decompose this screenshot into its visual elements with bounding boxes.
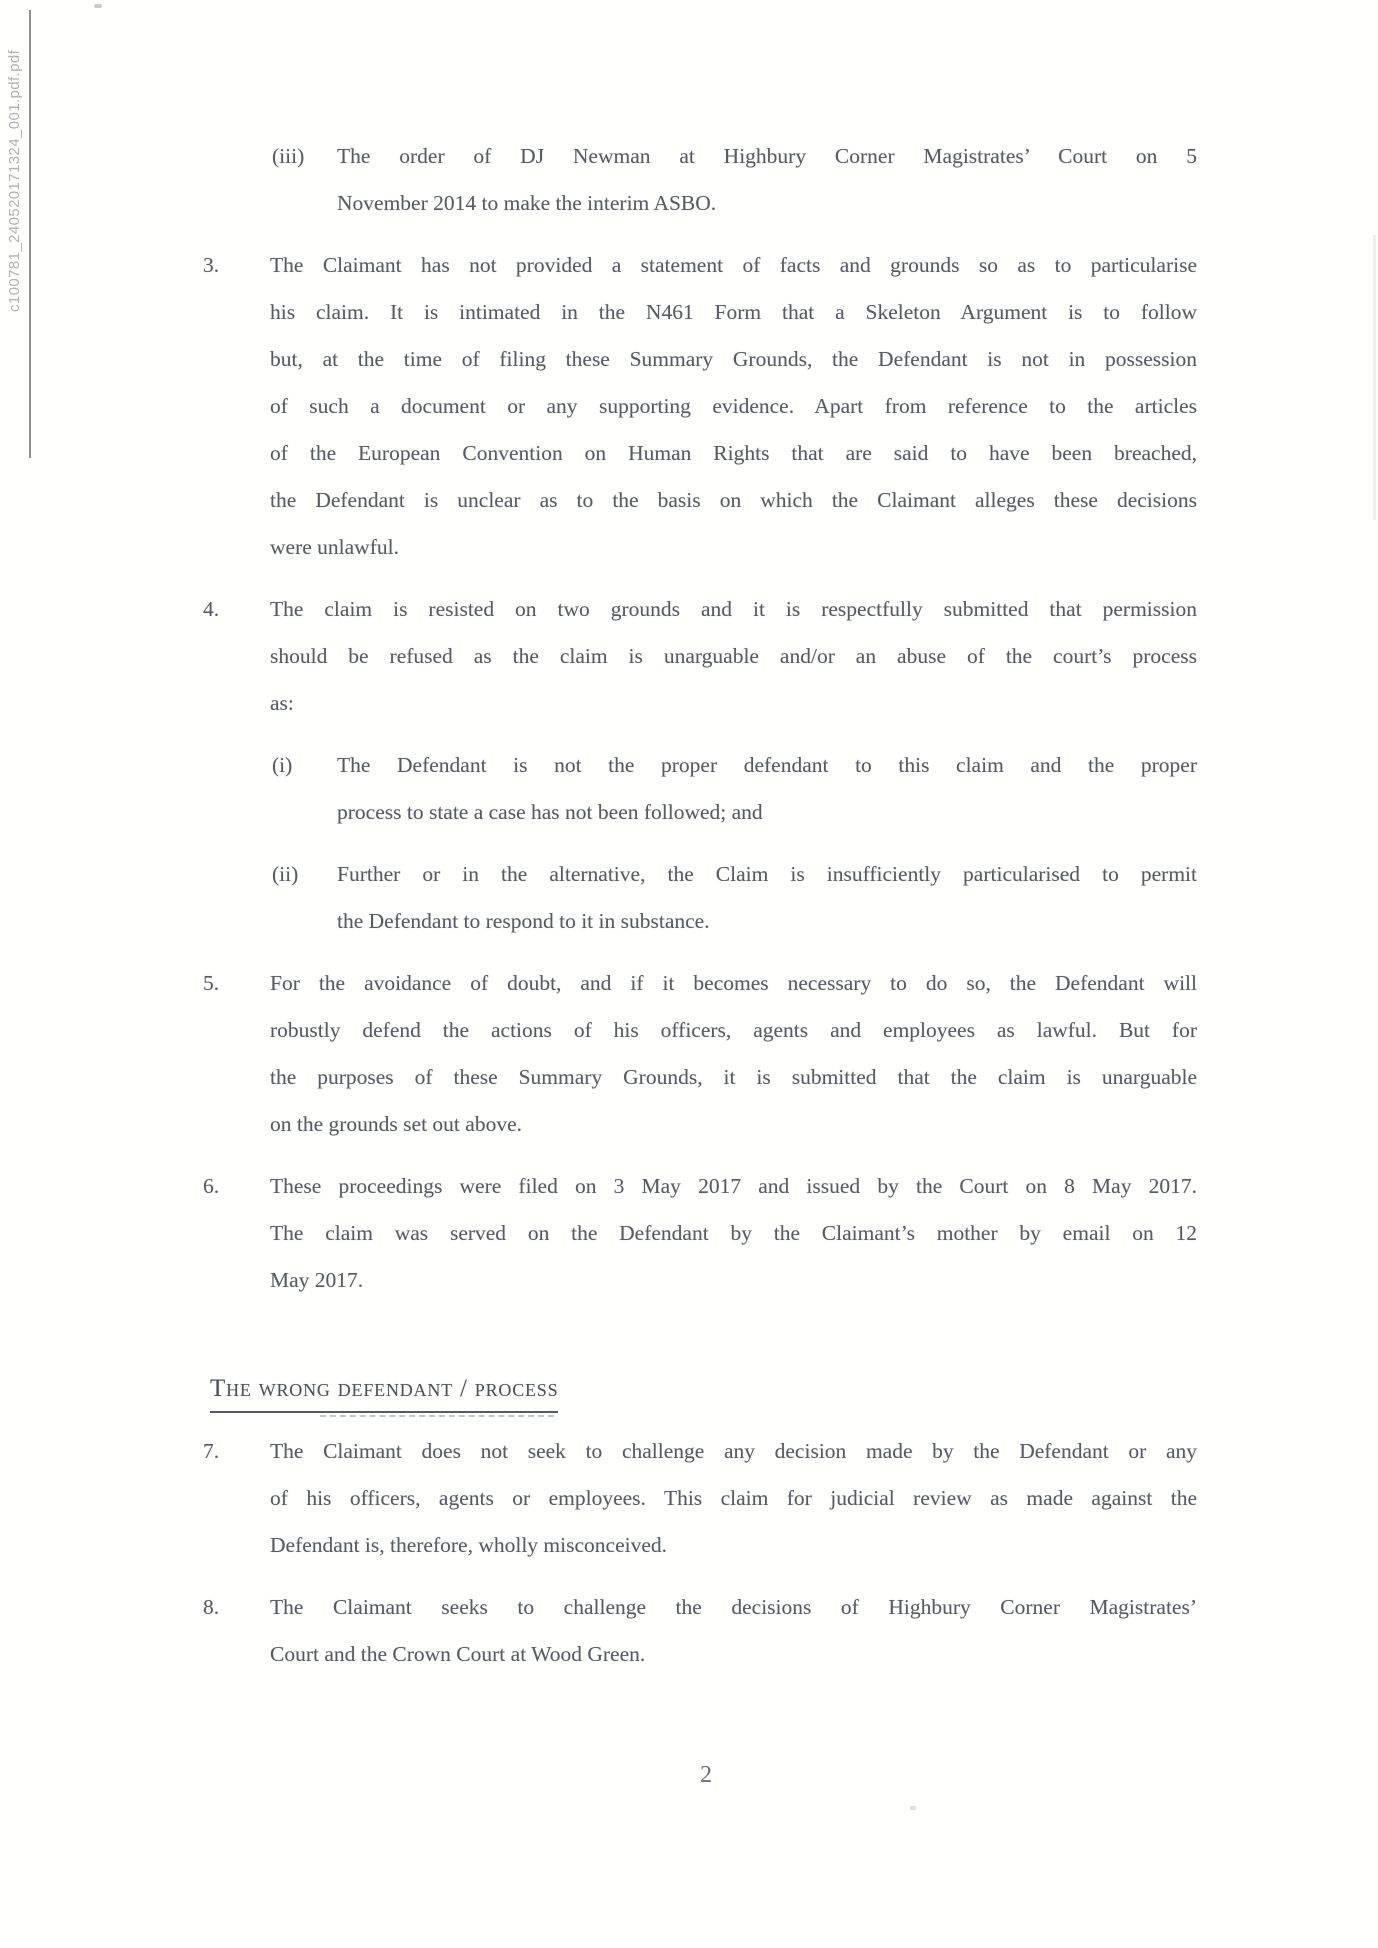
text-line: The claim was served on the Defendant by the Claimant’s mother by email on 12 — [270, 1221, 1197, 1245]
text-line: Further or in the alternative, the Claim is insufficiently particularised to permit — [337, 862, 1197, 886]
text-line: Defendant is, therefore, wholly misconceived. — [270, 1533, 668, 1557]
item-marker: 5. — [203, 971, 220, 995]
page-number: 2 — [700, 1762, 712, 1788]
item-marker: 3. — [203, 253, 220, 277]
text-line: robustly defend the actions of his officers, agents and employees as lawful. But for — [270, 1018, 1197, 1042]
item-lines — [337, 133, 1197, 227]
sub-item — [203, 133, 1197, 227]
sub-item — [203, 851, 1197, 945]
text-line: as: — [270, 691, 294, 715]
item-marker: (iii) — [272, 144, 305, 168]
scan-artifact-bottom — [910, 1806, 916, 1810]
text-line: process to state a case has not been followed; and — [337, 800, 763, 824]
item-lines — [270, 1584, 1197, 1678]
paragraph-item — [203, 960, 1197, 1148]
sub-item — [203, 742, 1197, 836]
text-line: his claim. It is intimated in the N461 Form that a Skeleton Argument is to follow — [270, 300, 1197, 324]
item-lines — [270, 242, 1197, 571]
text-line: should be refused as the claim is unarguable and/or an abuse of the court’s process — [270, 644, 1197, 668]
section-heading-row — [210, 1366, 1197, 1413]
text-line: the purposes of these Summary Grounds, it is submitted that the claim is unarguable — [270, 1065, 1197, 1089]
item-marker: 4. — [203, 597, 220, 621]
item-marker: 6. — [203, 1174, 220, 1198]
paragraph-item — [203, 1163, 1197, 1304]
text-line: These proceedings were filed on 3 May 2017 and issued by the Court on 8 May 2017. — [270, 1174, 1197, 1198]
item-lines — [270, 960, 1197, 1148]
text-line: The Claimant seeks to challenge the decisions of Highbury Corner Magistrates’ — [270, 1595, 1197, 1619]
text-line: of his officers, agents or employees. This claim for judicial review as made against the — [270, 1486, 1197, 1510]
text-line: Court and the Crown Court at Wood Green. — [270, 1642, 646, 1666]
item-lines — [337, 851, 1197, 945]
text-line: the Defendant to respond to it in substance. — [337, 909, 710, 933]
item-lines — [270, 586, 1197, 727]
section-heading: The wrong defendant / process — [210, 1366, 558, 1413]
text-line: The Claimant does not seek to challenge any decision made by the Defendant or any — [270, 1439, 1197, 1463]
item-lines — [270, 1428, 1197, 1569]
text-line: were unlawful. — [270, 535, 399, 559]
text-line: For the avoidance of doubt, and if it becomes necessary to do so, the Defendant will — [270, 971, 1197, 995]
item-marker: (ii) — [272, 862, 299, 886]
item-lines — [337, 742, 1197, 836]
item-marker: 7. — [203, 1439, 220, 1463]
text-line: The Defendant is not the proper defendant to this claim and the proper — [337, 753, 1197, 777]
text-line: but, at the time of filing these Summary Grounds, the Defendant is not in possession — [270, 347, 1197, 371]
item-lines — [270, 1163, 1197, 1304]
paragraph-item — [203, 242, 1197, 571]
document-body — [203, 0, 1197, 1693]
text-line: May 2017. — [270, 1268, 364, 1292]
text-line: the Defendant is unclear as to the basis on which the Claimant alleges these decisions — [270, 488, 1197, 512]
item-marker: (i) — [272, 753, 293, 777]
scan-artifact-right-edge — [1373, 235, 1376, 520]
text-line: The order of DJ Newman at Highbury Corner Magistrates’ Court on 5 — [337, 144, 1197, 168]
scan-artifact-top — [94, 4, 102, 8]
paragraph-item — [203, 1428, 1197, 1569]
paragraph-item — [203, 586, 1197, 727]
item-marker: 8. — [203, 1595, 220, 1619]
text-line: The claim is resisted on two grounds and it is respectfully submitted that permission — [270, 597, 1197, 621]
text-line: November 2014 to make the interim ASBO. — [337, 191, 717, 215]
text-line: of such a document or any supporting evidence. Apart from reference to the articles — [270, 394, 1197, 418]
text-line: on the grounds set out above. — [270, 1112, 522, 1136]
text-line: The Claimant has not provided a statement of facts and grounds so as to particularise — [270, 253, 1197, 277]
text-line: of the European Convention on Human Rights that are said to have been breached, — [270, 441, 1197, 465]
paragraph-item — [203, 1584, 1197, 1678]
left-margin-scan-line — [29, 10, 31, 458]
pdf-filename-vertical-label: c100781_240520171324_001.pdf.pdf — [6, 49, 23, 312]
